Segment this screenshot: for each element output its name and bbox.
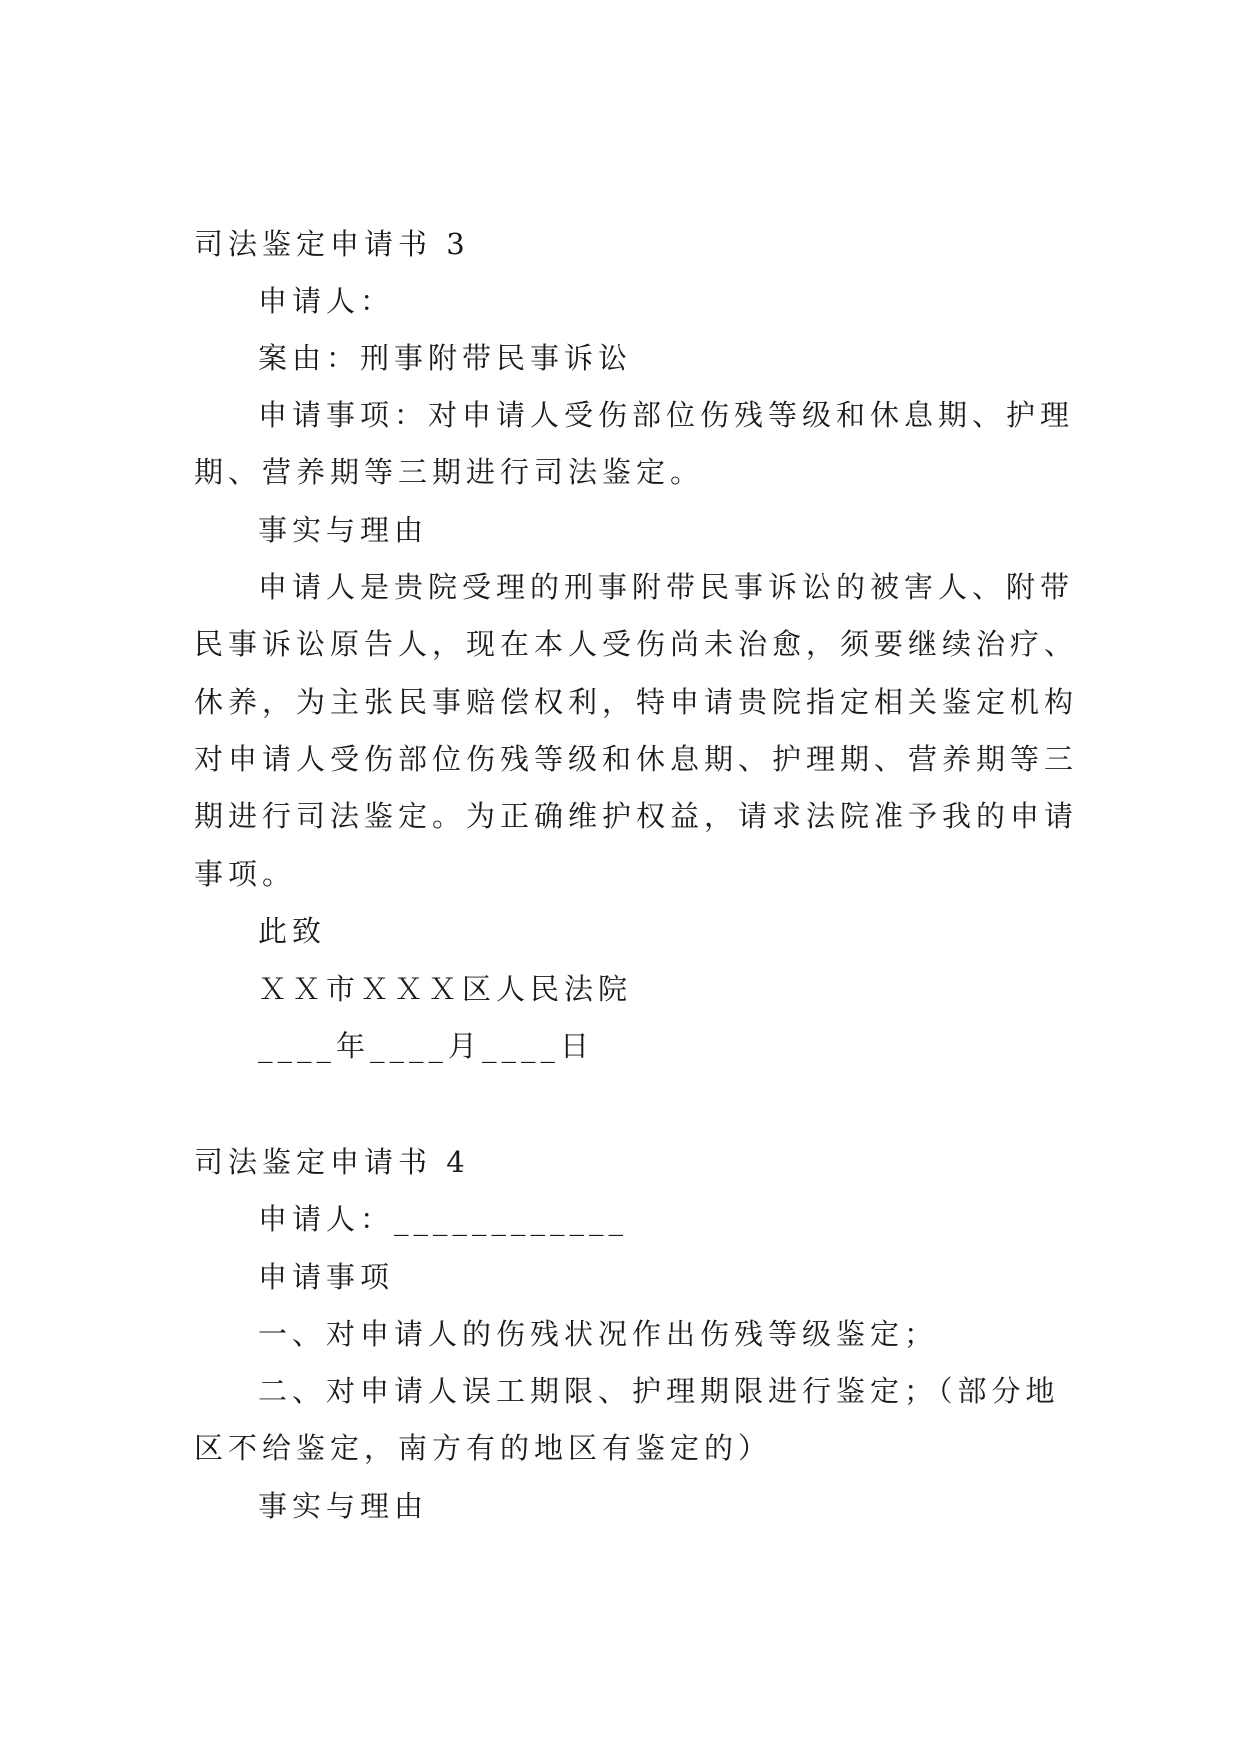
doc3-facts-heading: 事实与理由: [258, 513, 429, 547]
doc3-title: 司法鉴定申请书 3: [194, 227, 470, 261]
doc3-request-line2: 期、营养期等三期进行司法鉴定。: [194, 455, 705, 489]
doc4-request-heading: 申请事项: [258, 1260, 395, 1294]
doc3-date: ____年____月____日: [258, 1029, 595, 1063]
doc3-applicant: 申请人：: [258, 284, 395, 318]
doc3-facts-line6: 事项。: [194, 857, 297, 891]
doc3-facts-line4: 对申请人受伤部位伤残等级和休息期、护理期、营养期等三: [194, 742, 1079, 776]
doc4-applicant: 申请人：____________: [258, 1202, 629, 1236]
doc3-case-cause: 案由：刑事附带民事诉讼: [258, 341, 633, 375]
doc3-facts-line5: 期进行司法鉴定。为正确维护权益，请求法院准予我的申请: [194, 799, 1079, 833]
doc4-item1: 一、对申请人的伤残状况作出伤残等级鉴定；: [258, 1317, 939, 1351]
doc3-court: ＸＸ市ＸＸＸ区人民法院: [258, 972, 633, 1006]
doc3-closing: 此致: [258, 914, 327, 948]
doc4-item2-line2: 区不给鉴定，南方有的地区有鉴定的）: [194, 1431, 773, 1465]
doc3-facts-line1: 申请人是贵院受理的刑事附带民事诉讼的被害人、附带: [258, 570, 1075, 604]
doc3-request-line1: 申请事项：对申请人受伤部位伤残等级和休息期、护理: [258, 398, 1075, 432]
doc4-item2-line1: 二、对申请人误工期限、护理期限进行鉴定；（部分地: [258, 1374, 1060, 1408]
doc3-facts-line2: 民事诉讼原告人，现在本人受伤尚未治愈，须要继续治疗、: [194, 627, 1079, 661]
doc3-facts-line3: 休养，为主张民事赔偿权利，特申请贵院指定相关鉴定机构: [194, 685, 1079, 719]
doc4-title: 司法鉴定申请书 4: [194, 1145, 470, 1179]
doc4-facts-heading: 事实与理由: [258, 1489, 429, 1523]
